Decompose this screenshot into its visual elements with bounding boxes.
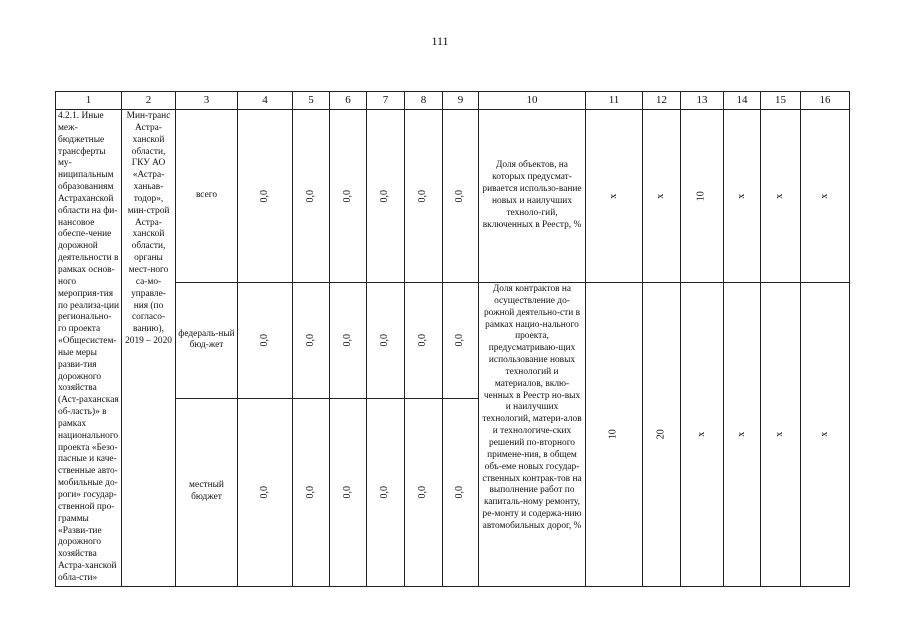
header-row xyxy=(56,92,850,110)
col-header: 10 xyxy=(479,92,586,110)
indicator-value: 20 xyxy=(643,283,681,587)
indicator-value: х xyxy=(586,110,643,283)
indicator-value: х xyxy=(724,283,761,587)
measure-executor: Мин-транс Астра-ханской области, ГКУ АО «Астра-ханьав-тодор», мин-строй Астра-ханской области, органы мест-ного са-мо-управле-ния (по согласо-ванию), 2019 – 2020 xyxy=(122,110,176,587)
col-header: 12 xyxy=(643,92,681,110)
value-cell: 0,0 xyxy=(443,398,479,586)
page-number: 111 xyxy=(431,34,449,48)
indicator-text: Доля контрактов на осуществление до-рожной деятельно-сти в рамках нацио-нального проекта, предусматриваю-щих использование новых технологий и материалов, вклю-ченных в Реестр но-вых и наилучших технологий, матери-алов и технологиче-ских решений по-вторного примене-ния, в общем объ-еме новых государ-ственных контрак-тов на выполнение работ по капиталь-ному ремонту, ре-монту и содержа-нию автомобильных дорог, % xyxy=(479,283,586,587)
program-table xyxy=(55,91,850,587)
col-header: 15 xyxy=(761,92,801,110)
table-row xyxy=(56,110,850,283)
value-cell: 0,0 xyxy=(330,283,367,399)
col-header: 5 xyxy=(293,92,330,110)
value-cell: 0,0 xyxy=(293,283,330,399)
col-header: 6 xyxy=(330,92,367,110)
value-cell: 0,0 xyxy=(443,283,479,399)
indicator-text: Доля объектов, на которых предусмат-ривается использо-вание новых и наилучших техноло-гий, включенных в Реестр, % xyxy=(479,110,586,283)
indicator-value: х xyxy=(681,283,724,587)
measure-name: 4.2.1. Иные меж-бюджетные трансферты му-ниципальным образованиям Астраханской области на фи-нансовое обеспе-чение дорожной деятельности в рамках основ-ного мероприя-тия по реализа-ции регионально-го проекта «Общесистем-ные меры разви-тия дорожного хозяйства (Аст-раханская об-ласть)» в рамках национального проекта «Безо-пасные и каче-ственные авто-мобильные до-роги» государ-ственной про-граммы «Разви-тие дорожного хозяйства Астра-ханской обла-сти» xyxy=(56,110,122,587)
col-header: 4 xyxy=(238,92,293,110)
value-cell: 0,0 xyxy=(293,110,330,283)
col-header: 2 xyxy=(122,92,176,110)
col-header: 11 xyxy=(586,92,643,110)
value-cell: 0,0 xyxy=(238,110,293,283)
value-cell: 0,0 xyxy=(443,110,479,283)
value-cell: 0,0 xyxy=(405,398,443,586)
col-header: 9 xyxy=(443,92,479,110)
indicator-value: х xyxy=(761,283,801,587)
value-cell: 0,0 xyxy=(367,110,405,283)
value-cell: 0,0 xyxy=(405,283,443,399)
funding-source: местный бюджет xyxy=(176,398,238,586)
indicator-value: х xyxy=(643,110,681,283)
table-row xyxy=(56,283,850,399)
value-cell: 0,0 xyxy=(238,398,293,586)
indicator-value: х xyxy=(761,110,801,283)
col-header: 16 xyxy=(801,92,850,110)
funding-source: федераль-ный бюд-жет xyxy=(176,283,238,399)
col-header: 14 xyxy=(724,92,761,110)
col-header: 8 xyxy=(405,92,443,110)
value-cell: 0,0 xyxy=(367,398,405,586)
col-header: 1 xyxy=(56,92,122,110)
col-header: 13 xyxy=(681,92,724,110)
indicator-value: 10 xyxy=(586,283,643,587)
indicator-value: х xyxy=(724,110,761,283)
indicator-value: х xyxy=(801,283,850,587)
col-header: 3 xyxy=(176,92,238,110)
funding-source: всего xyxy=(176,110,238,283)
col-header: 7 xyxy=(367,92,405,110)
value-cell: 0,0 xyxy=(330,110,367,283)
value-cell: 0,0 xyxy=(330,398,367,586)
value-cell: 0,0 xyxy=(238,283,293,399)
indicator-value: 10 xyxy=(681,110,724,283)
value-cell: 0,0 xyxy=(405,110,443,283)
value-cell: 0,0 xyxy=(367,283,405,399)
value-cell: 0,0 xyxy=(293,398,330,586)
indicator-value: х xyxy=(801,110,850,283)
